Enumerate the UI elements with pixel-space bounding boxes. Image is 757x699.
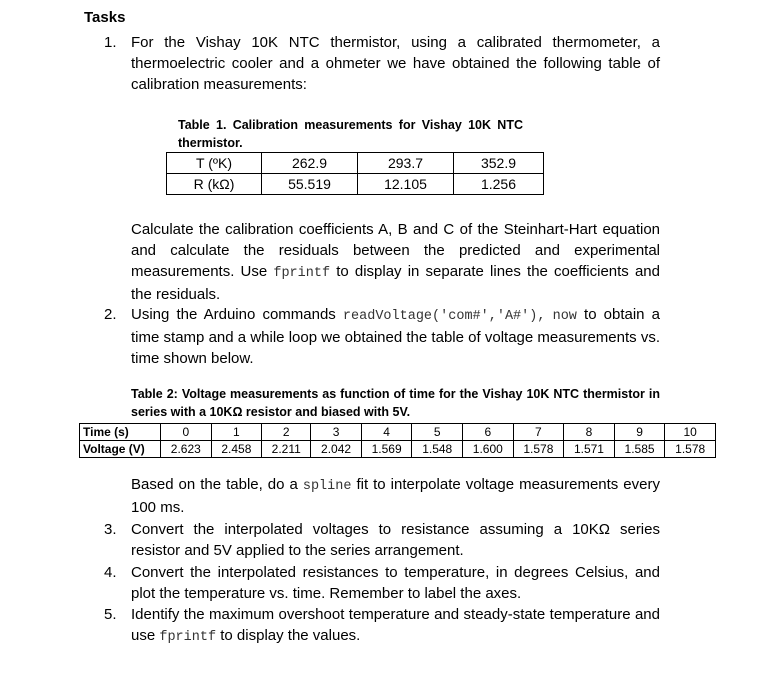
task-3 [104,519,660,561]
task-4 [104,562,660,604]
time-cell: 2 [262,424,311,441]
table-cell: 12.105 [358,174,454,195]
time-cell: 4 [361,424,412,441]
time-header: Time (s) [80,424,161,441]
task-4-text: Convert the interpolated resistances to temperature, in degrees Celsius, and plot the temperature vs. time. Remember to label the axes. [131,564,660,602]
paragraph-text: Using the Arduino commands [131,306,343,323]
table-cell: 352.9 [454,153,544,174]
time-cell: 7 [513,424,564,441]
paragraph-text: Calculate the calibration coefficients A, B and C of the Steinhart-Hart equation and calculate the residuals between the predicted and experimental measurements. Use [131,221,660,280]
time-cell: 1 [211,424,262,441]
table-cell: T (ºK) [167,153,262,174]
calibration-instructions [131,219,660,305]
time-cell: 9 [614,424,665,441]
task-2-number: 2. [104,306,117,323]
time-cell: 0 [161,424,212,441]
task-2 [104,304,660,369]
table-row [167,174,544,195]
voltage-cell: 1.569 [361,441,412,458]
task-1 [104,32,660,95]
tasks-heading: Tasks [84,9,126,26]
task-5-number: 5. [104,606,117,623]
voltage-cell: 1.548 [412,441,463,458]
voltage-cell: 1.578 [665,441,716,458]
voltage-table [79,423,716,458]
time-cell: 3 [311,424,362,441]
voltage-cell: 1.585 [614,441,665,458]
voltage-header: Voltage (V) [80,441,161,458]
table-row [167,153,544,174]
table-cell: 293.7 [358,153,454,174]
voltage-cell: 1.571 [564,441,615,458]
table-cell: 262.9 [262,153,358,174]
calibration-table [166,152,544,195]
table-row [80,424,716,441]
code-fprintf: fprintf [273,266,331,281]
time-cell: 8 [564,424,615,441]
voltage-cell: 2.458 [211,441,262,458]
voltage-cell: 2.211 [262,441,311,458]
code-spline: spline [302,479,352,494]
paragraph-text: to obtain a time stamp and a while loop we obtained the table of voltage measurements vs. time shown below. [131,306,660,367]
table-cell: R (kΩ) [167,174,262,195]
task-1-text: For the Vishay 10K NTC thermistor, using a calibrated thermometer, a thermoelectric cooler and a ohmeter we have obtained the following table of calibration measurements: [131,34,660,93]
task-3-text: Convert the interpolated voltages to resistance assuming a 10KΩ series resistor and 5V applied to the series arrangement. [131,521,660,559]
paragraph-text: Identify the maximum overshoot temperature and steady-state temperature and use [131,606,660,644]
table-1-caption: Table 1. Calibration measurements for Vishay 10K NTC thermistor. [178,118,523,150]
table-cell: 1.256 [454,174,544,195]
table-row [80,441,716,458]
spline-instructions [131,474,660,518]
voltage-cell: 1.578 [513,441,564,458]
task-5-text [131,604,660,648]
time-cell: 10 [665,424,716,441]
paragraph-text [545,306,552,323]
time-cell: 5 [412,424,463,441]
task-5 [104,604,660,648]
task-4-number: 4. [104,564,117,581]
table-2-caption: Table 2: Voltage measurements as function of time for the Vishay 10K NTC thermistor in series with a 10KΩ resistor and biased with 5V. [131,387,660,419]
time-cell: 6 [463,424,514,441]
voltage-cell: 2.623 [161,441,212,458]
code-readvoltage: readVoltage('com#','A#'), [342,309,546,324]
paragraph-text: Based on the table, do a [131,476,303,493]
voltage-cell: 2.042 [311,441,362,458]
task-3-number: 3. [104,521,117,538]
code-fprintf: fprintf [159,630,217,645]
paragraph-text: to display in separate lines the coefficients and the residuals. [131,263,660,303]
task-2-text [131,304,660,369]
paragraph-text: fit to interpolate voltage measurements every 100 ms. [131,476,660,516]
table-cell: 55.519 [262,174,358,195]
paragraph-text: to display the values. [216,627,361,644]
voltage-cell: 1.600 [463,441,514,458]
code-now: now [552,309,577,324]
task-1-number: 1. [104,34,117,51]
